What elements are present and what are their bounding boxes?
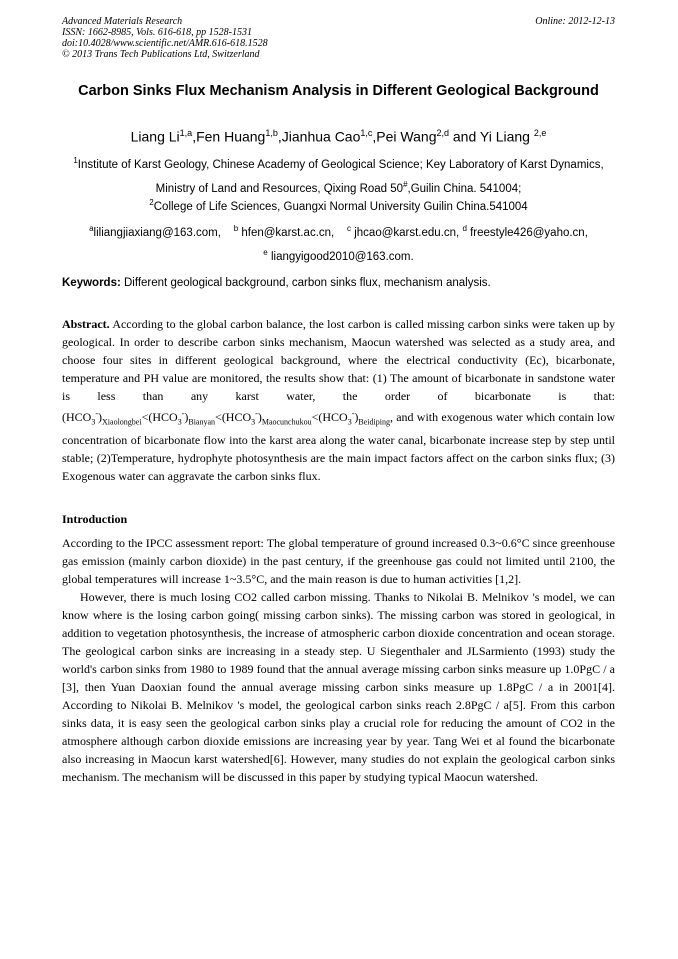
email-address: liliangjiaxiang@163.com,	[93, 226, 221, 239]
author-sup: 2,e	[533, 128, 547, 138]
author-name: Fen Huang	[196, 128, 266, 145]
author-sup: 1,a	[179, 128, 193, 138]
site-subscript: Xiaolongbei	[102, 417, 142, 427]
site-subscript: Beidiping	[358, 417, 390, 427]
affiliation-sup: 1	[73, 156, 78, 165]
formula-close: )	[98, 410, 103, 424]
author-list	[62, 124, 615, 146]
issn-line: ISSN: 1662-8985, Vols. 616-618, pp 1528-1531	[62, 27, 252, 38]
abstract-text-1: According to the global carbon balance, the lost carbon is called missing carbon sinks were taken up by geological. In order to describe carbon sinks mechanism, Maocun watershed was selected as a study area, and choose four sites in different geological background, where the electrical conductivity (Ec), bicarbonate, temperature and PH value are monitored, the results show that: (1) The amount of bicarbonate in sandstone water is less than any karst water, the order of bicarbonate is that:	[62, 317, 615, 403]
site-subscript: Maocunchukou	[261, 417, 312, 427]
email-address: jhcao@karst.edu.cn,	[354, 226, 460, 239]
formula-sub: 3	[251, 417, 256, 427]
formula-sub: 3	[347, 417, 352, 427]
author-name: Liang Li	[130, 128, 180, 145]
copyright-line: © 2013 Trans Tech Publications Ltd, Switzerland	[62, 49, 260, 60]
formula-charge: -	[95, 409, 99, 418]
doi-line: doi:10.4028/www.scientific.net/AMR.616-618.1528	[62, 38, 268, 49]
author-sep: and	[449, 128, 480, 145]
less-than: <	[215, 410, 222, 424]
author-sup: 2,d	[436, 128, 449, 138]
email-address: liangyigood2010@163.com.	[270, 250, 414, 263]
formula-open: (HCO	[221, 410, 252, 424]
site-subscript: Bianyan	[188, 417, 216, 427]
email-sup: a	[89, 224, 94, 233]
author-sup: 1,b	[265, 128, 278, 138]
affiliation-hash: #	[403, 179, 408, 189]
intro-paragraph-1: According to the IPCC assessment report: The global temperature of ground increased 0.3~0.6°C since greenhouse gas emission (mainly carbon dioxide) in the past century, if the greenhouse gas could not limited until 2100, the global temperatures will increase 1~3.5°C, and the main reason is due to human activities [1,2].	[62, 536, 615, 586]
author-name: Jianhua Cao	[281, 128, 361, 145]
author-sep: ,	[372, 128, 377, 145]
formula-open: (HCO	[318, 410, 348, 424]
formula-charge: -	[181, 409, 185, 418]
formula-open: (HCO	[62, 410, 92, 424]
email-address: freestyle426@yaho.cn,	[470, 226, 588, 239]
abstract-text-2: , and with exogenous water which contain low concentration of bicarbonate flow into the karst area along the water canal, bicarbonate increase step by step until stable; (2)Temperature, hydrophyte photosynthesis are the main impact factors affect on the carbon sinks flux; (3) Exogenous water can aggravate the carbon sinks flux.	[62, 410, 615, 484]
keywords-text: Different geological background, carbon sinks flux, mechanism analysis.	[120, 277, 491, 289]
abstract-label: Abstract.	[62, 317, 110, 331]
formula-open: (HCO	[148, 410, 178, 424]
email-address: hfen@karst.ac.cn,	[241, 226, 335, 239]
formula-close: )	[257, 410, 262, 424]
affiliation-text: College of Life Sciences, Guangxi Normal University Guilin China.541004	[153, 200, 528, 213]
intro-paragraph-2: However, there is much losing CO2 called carbon missing. Thanks to Nikolai B. Melnikov 's model, we can know where is the losing carbon going( missing carbon sinks). The missing carbon was stored in geological, in addition to vegetation photosynthesis, the increase of atmospheric carbon dioxide concentration and ocean storage. The geological carbon sinks are increasing in a steady step. U Siegenthaler and JLSarmiento (1993) study the world's carbon sinks from 1980 to 1989 found that the annual average missing carbon sinks measure up 1.0PgC / a [3], then Yuan Daoxian found the annual average missing carbon sinks measure up 1.8PgC / a in 2001[4]. According to Nikolai B. Melnikov 's model, the geological carbon sinks reach 2.8PgC / a[5]. From this carbon sinks data, it is easy seen the geological carbon sinks play a crucial role for reducing the amount of CO2 in the atmosphere although carbon dioxide emissions are increasing year by year. Tang Wei et al found the bicarbonate also increasing in Maocun karst watershed[6]. However, many studies do not explain the geological carbon sinks mechanism. The mechanism will be discussed in this paper by studying typical Maocun watershed.	[62, 590, 615, 784]
journal-name: Advanced Materials Research	[62, 16, 183, 27]
email-list	[62, 219, 615, 267]
formula-charge: -	[255, 409, 258, 418]
less-than: <	[141, 410, 149, 424]
affiliation-2	[62, 193, 615, 217]
email-sup: b	[233, 224, 239, 233]
formula-close: )	[184, 410, 189, 424]
author-sep: ,	[192, 128, 197, 145]
section-heading-introduction: Introduction	[62, 512, 128, 526]
affiliation-sup: 2	[149, 198, 154, 207]
email-sup: d	[462, 224, 467, 233]
email-sup: e	[263, 247, 268, 257]
formula-sub: 3	[91, 417, 96, 427]
abstract-paragraph	[62, 315, 615, 485]
affiliation-text: Institute of Karst Geology, Chinese Academy of Geological Science; Key Laboratory of Karst Dynamics, Ministry of Land and Resources, Qixing Road 50	[77, 158, 604, 195]
author-name: Pei Wang	[376, 128, 437, 145]
online-date: Online: 2012-12-13	[535, 16, 615, 27]
keywords-line	[62, 276, 615, 291]
author-sep: ,	[277, 128, 282, 145]
author-name: Yi Liang	[479, 128, 534, 145]
journal-header	[62, 16, 615, 60]
keywords-label: Keywords:	[62, 277, 121, 289]
formula-close: )	[354, 410, 359, 424]
less-than: <	[311, 410, 319, 424]
introduction-body	[62, 534, 615, 786]
author-sup: 1,c	[360, 128, 373, 138]
paper-title: Carbon Sinks Flux Mechanism Analysis in Different Geological Background	[78, 83, 599, 99]
email-sup: c	[347, 224, 352, 233]
formula-sub: 3	[177, 417, 182, 427]
affiliation-text-end: ,Guilin China. 541004;	[407, 182, 522, 195]
formula-charge: -	[351, 409, 355, 418]
affiliation-1	[62, 151, 615, 199]
